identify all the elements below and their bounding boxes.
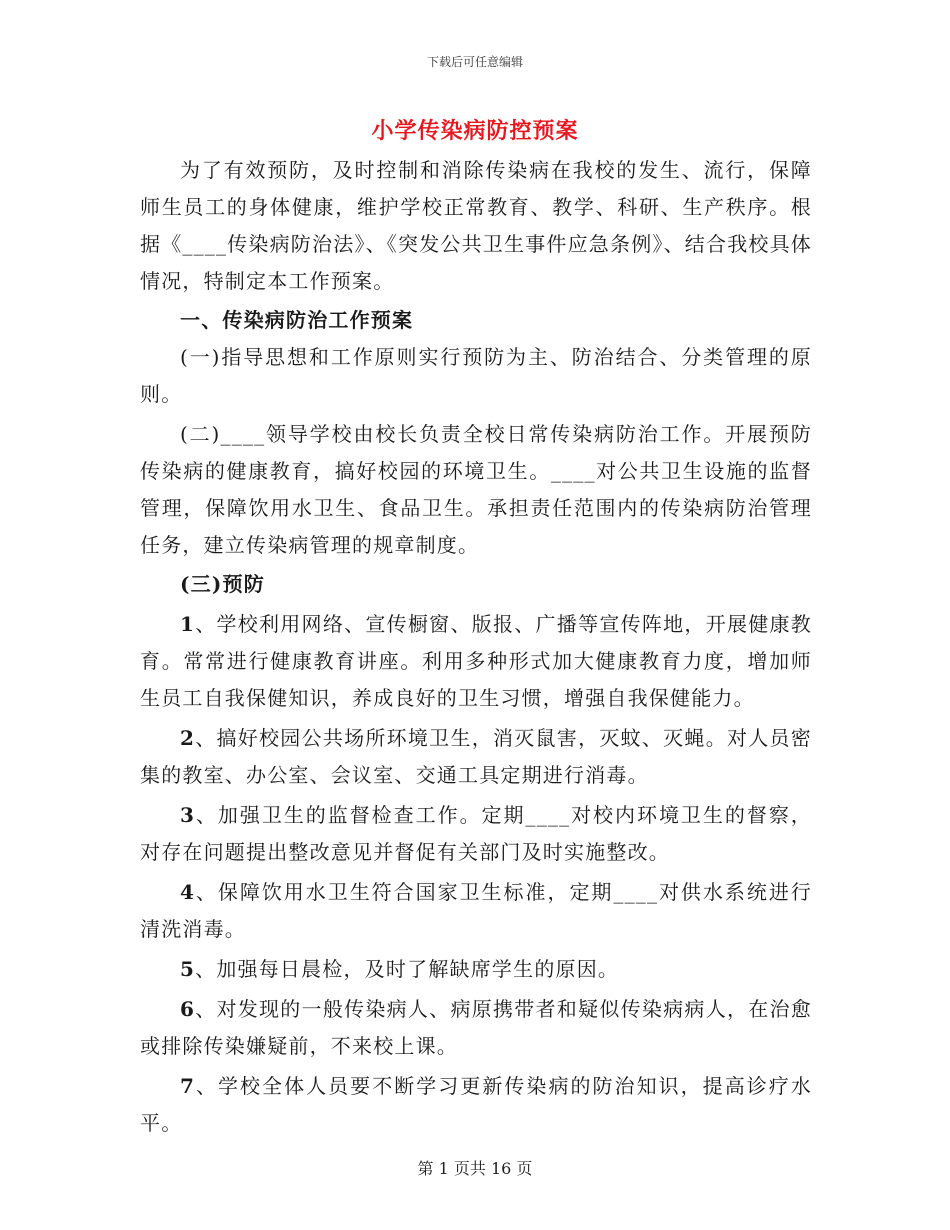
item-text: 、保障饮用水卫生符合国家卫生标准，定期____对供水系统进行清洗消毒。 — [140, 880, 812, 941]
list-item — [140, 720, 812, 794]
item-number: 3 — [180, 803, 196, 827]
item-text: 、学校全体人员要不断学习更新传染病的防治知识，提高诊疗水平。 — [140, 1074, 812, 1135]
item-number: 2 — [180, 726, 196, 750]
item-text: 、对发现的一般传染病人、病原携带者和疑似传染病病人，在治愈或排除传染嫌疑前，不来校上课。 — [140, 997, 812, 1058]
list-item — [140, 874, 812, 948]
list-item — [140, 951, 812, 988]
item-text: 、加强卫生的监督检查工作。定期____对校内环境卫生的督察，对存在问题提出整改意见并督促有关部门及时实施整改。 — [140, 803, 812, 864]
intro-paragraph: 为了有效预防，及时控制和消除传染病在我校的发生、流行，保障师生员工的身体健康，维护学校正常教育、教学、科研、生产秩序。根据《____传染病防治法》、《突发公共卫生事件应急条例》、结合我校具体情况，特制定本工作预案。 — [140, 158, 812, 293]
section-heading-prevention: (三)预防 — [180, 572, 265, 596]
document-body — [140, 152, 812, 1142]
item-number: 1 — [180, 612, 196, 636]
item-text: 、学校利用网络、宣传橱窗、版报、广播等宣传阵地，开展健康教育。常常进行健康教育讲座。利用多种形式加大健康教育力度，增加师生员工自我保健知识，养成良好的卫生习惯，增强自我保健能力。 — [140, 612, 812, 710]
list-item — [140, 797, 812, 871]
header-note: 下载后可任意编辑 — [426, 55, 523, 69]
item-number: 7 — [180, 1074, 196, 1098]
item-number: 4 — [180, 880, 196, 904]
document-title: 小学传染病防控预案 — [371, 118, 579, 144]
paragraph-leadership: (二)____领导学校由校长负责全校日常传染病防治工作。开展预防传染病的健康教育，搞好校园的环境卫生。____对公共卫生设施的监督管理，保障饮用水卫生、食品卫生。承担责任范围内的传染病防治管理任务，建立传染病管理的规章制度。 — [140, 422, 812, 557]
paragraph-principles: (一)指导思想和工作原则实行预防为主、防治结合、分类管理的原则。 — [140, 345, 812, 406]
item-text: 、搞好校园公共场所环境卫生，消灭鼠害，灭蚊、灭蝇。对人员密集的教室、办公室、会议室、交通工具定期进行消毒。 — [140, 726, 812, 787]
list-item — [140, 606, 812, 717]
list-item — [140, 1068, 812, 1142]
item-text: 、加强每日晨检，及时了解缺席学生的原因。 — [195, 957, 620, 981]
list-item — [140, 991, 812, 1065]
item-number: 5 — [180, 957, 196, 981]
item-number: 6 — [180, 997, 196, 1021]
section-heading-1: 一、传染病防治工作预案 — [180, 308, 414, 332]
page-number: 第 1 页共 16 页 — [417, 1159, 533, 1178]
